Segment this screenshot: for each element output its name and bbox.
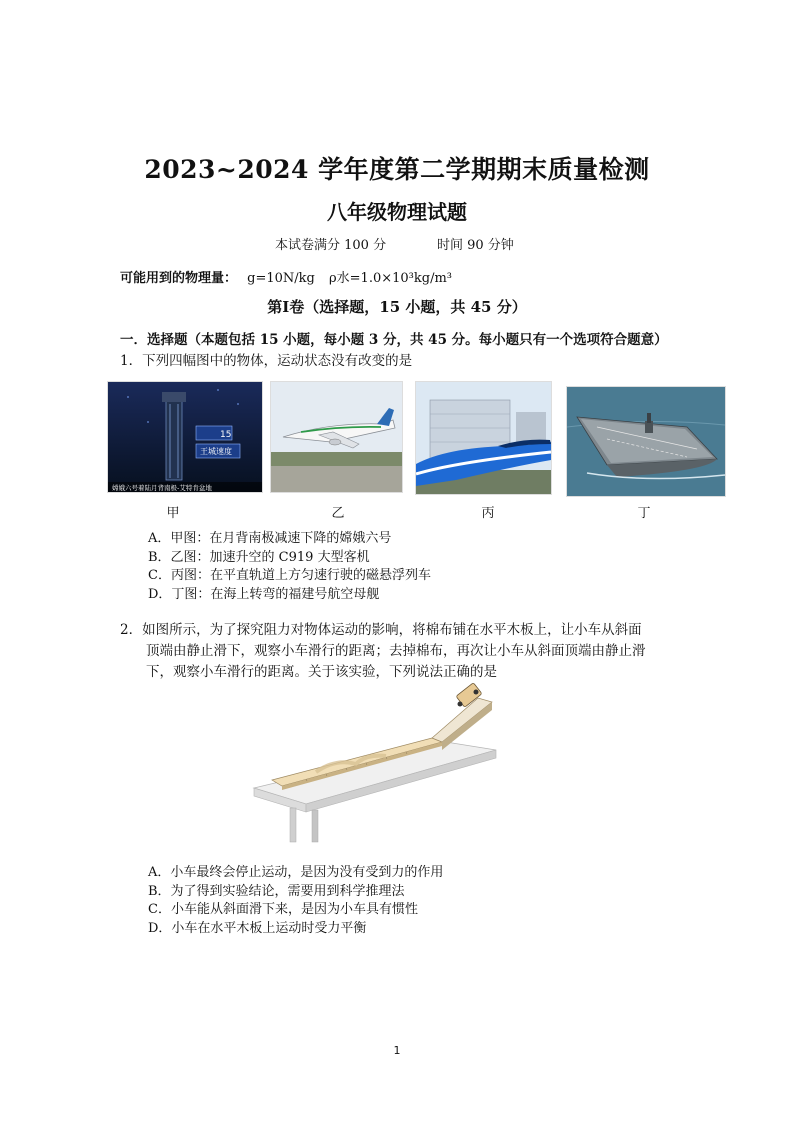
caption-yi: 乙 <box>331 506 345 521</box>
q2-option-d: D．小车在水平木板上运动时受力平衡 <box>148 920 367 936</box>
q2-option-c: C．小车能从斜面滑下来，是因为小车具有惯性 <box>148 902 418 917</box>
constant-g: g=10N/kg <box>247 271 315 286</box>
change6-illustration <box>108 382 262 492</box>
caption-jia: 甲 <box>166 506 180 521</box>
c919-illustration <box>271 382 402 492</box>
carrier-illustration <box>567 387 725 496</box>
constants-label: 可能用到的物理量： <box>120 271 238 286</box>
jia-overlay-caption: 嫦娥六号着陆月背南极-艾特肯盆地 <box>112 484 212 492</box>
image-jia-change6 <box>107 381 263 493</box>
question-1-stem: 1．下列四幅图中的物体，运动状态没有改变的是 <box>120 353 413 369</box>
exam-title: 2023~2024 学年度第二学期期末质量检测 <box>144 155 650 184</box>
q2-option-b: B．为了得到实验结论，需要用到科学推理法 <box>148 883 405 899</box>
section-heading: 一．选择题（本题包括 15 小题，每小题 3 分，共 45 分。每小题只有一个选项符合题意） <box>120 332 668 348</box>
question-2-stem <box>120 620 700 683</box>
q1-option-b: B．乙图：加速升空的 C919 大型客机 <box>148 549 370 565</box>
image-bing-maglev <box>415 381 552 495</box>
jia-overlay-number: 15 <box>220 430 232 440</box>
q2-stem-line-2: 顶端由静止滑下，观察小车滑行的距离；去掉棉布，再次让小车从斜面顶端由静止滑 <box>146 643 646 659</box>
caption-bing: 丙 <box>481 506 495 521</box>
constant-rho-water: ρ水=1.0×10³kg/m³ <box>329 271 452 286</box>
page-number: 1 <box>393 1044 401 1057</box>
constants-line <box>120 267 452 286</box>
incline-experiment-figure <box>246 680 506 845</box>
q1-option-d: D．丁图：在海上转弯的福建号航空母舰 <box>148 586 380 602</box>
question-2-options <box>148 864 443 938</box>
q1-option-a: A．甲图：在月背南极减速下降的嫦娥六号 <box>148 531 392 546</box>
maglev-illustration <box>416 382 551 494</box>
caption-ding: 丁 <box>637 506 651 521</box>
q2-stem-line-1: 2．如图所示，为了探究阻力对物体运动的影响，将棉布铺在水平木板上，让小车从斜面 <box>120 622 642 638</box>
image-yi-c919 <box>270 381 403 493</box>
time-limit-text: 时间 90 分钟 <box>437 238 514 253</box>
q2-stem-line-3: 下，观察小车滑行的距离。关于该实验，下列说法正确的是 <box>146 664 497 680</box>
q1-option-c: C．丙图：在平直轨道上方匀速行驶的磁悬浮列车 <box>148 568 431 583</box>
image-ding-carrier <box>566 386 726 497</box>
incline-illustration <box>246 680 506 845</box>
jia-overlay-sign: 王城速度 <box>200 447 232 456</box>
q2-option-a: A．小车最终会停止运动，是因为没有受到力的作用 <box>148 865 444 880</box>
exam-subtitle: 八年级物理试题 <box>327 200 467 224</box>
question-1-options <box>148 530 431 604</box>
full-score-text: 本试卷满分 100 分 <box>275 238 387 253</box>
part-heading: 第Ⅰ卷（选择题，15 小题，共 45 分） <box>267 298 527 316</box>
